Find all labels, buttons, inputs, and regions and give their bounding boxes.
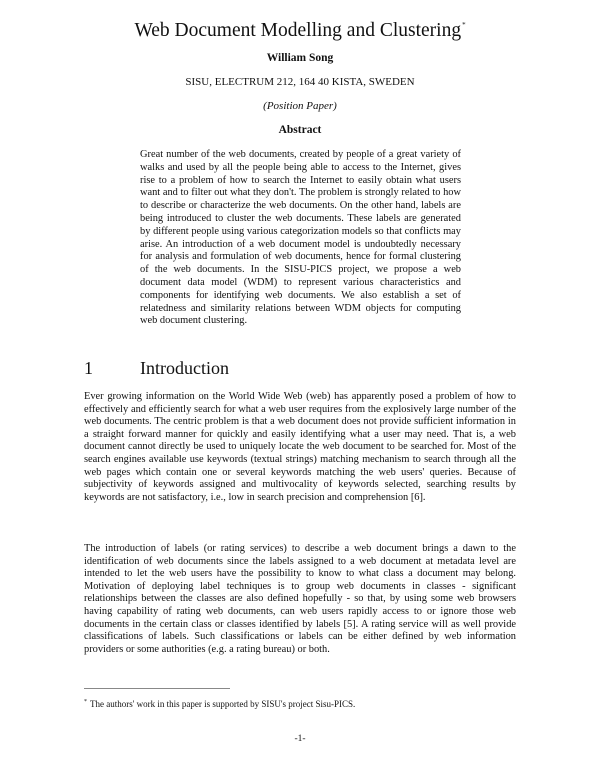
abstract-heading: Abstract — [278, 124, 322, 136]
abstract-body: Great number of the web documents, created by people of a great variety of walks and used by all the people being able to access to the Internet, gives rise to a problem of how to search the Internet to easily obtain what users want and to filter out what they don't. The problem is strongly related to how to describe or characterize the web documents. On the other hand, labels are being introduced to cluster the web documents. These labels are generated by different people using various categorization models so that conflicts may arise. An introduction of a web document model is undoubtedly necessary for analysis and formulation of web documents, hence for formal clustering of the web documents. In the SISU-PICS project, we propose a web document data model (WDM) to represent various characteristics and components for identifying web documents. We also establish a set of relatedness and similarity relations between WDM objects for computing web document clustering. — [140, 149, 461, 327]
body-paragraph: The introduction of labels (or rating services) to describe a web document brings a dawn to the identification of web documents since the labels assigned to a web document at metadata level are intended to let the web users have the possibility to know to what class a document may belong. Motivation of deploying label techniques is to group web documents in classes - significant relationships between the classes are also defined hopefully - so that, by using some web browsers having capability of rating web documents, can web users rapidly access to or ignore those web documents in the certain class or classes identified by labels [5]. A rating service will as well provide classifications of labels. Such classifications or labels can be either defined by web information providers or some authorities (e.g. a rating bureau) or both. — [84, 543, 516, 655]
section-number: 1 — [84, 358, 93, 378]
footnote-text: The authors' work in this paper is supported by SISU's project Sisu-PICS. — [90, 699, 356, 709]
footnote-divider — [84, 688, 230, 689]
title-footnote-mark: * — [462, 21, 466, 29]
author-affiliation: SISU, ELECTRUM 212, 164 40 KISTA, SWEDEN — [185, 76, 415, 88]
page-number: -1- — [294, 734, 306, 744]
section-title: Introduction — [140, 358, 229, 378]
footnote — [84, 697, 516, 710]
footnote-mark: * — [84, 699, 87, 705]
body-paragraph: Ever growing information on the World Wide Web (web) has apparently posed a problem of how to effectively and efficiently search for what a web user requires from the explosively large number of the web documents. The centric problem is that a web document does not provide sufficient information in a straight forward manner for quickly and easily identifying what a user may need. That is, a web document cannot directly be used to uniquely locate the web document to be searched for. Most of the search engines available use keywords (textual strings) matching mechanism to search through all the web pages which contain one or several keywords matching the web users' queries. Because of subjectivity of keywords assigned and multivocality of keywords selected, searching results by keywords are not satisfactory, i.e., low in search precision and comprehension [6]. — [84, 391, 516, 503]
paper-type: (Position Paper) — [263, 100, 337, 112]
paper-title — [0, 12, 600, 44]
title-text: Web Document Modelling and Clustering — [134, 20, 462, 41]
author-name: William Song — [266, 52, 334, 64]
